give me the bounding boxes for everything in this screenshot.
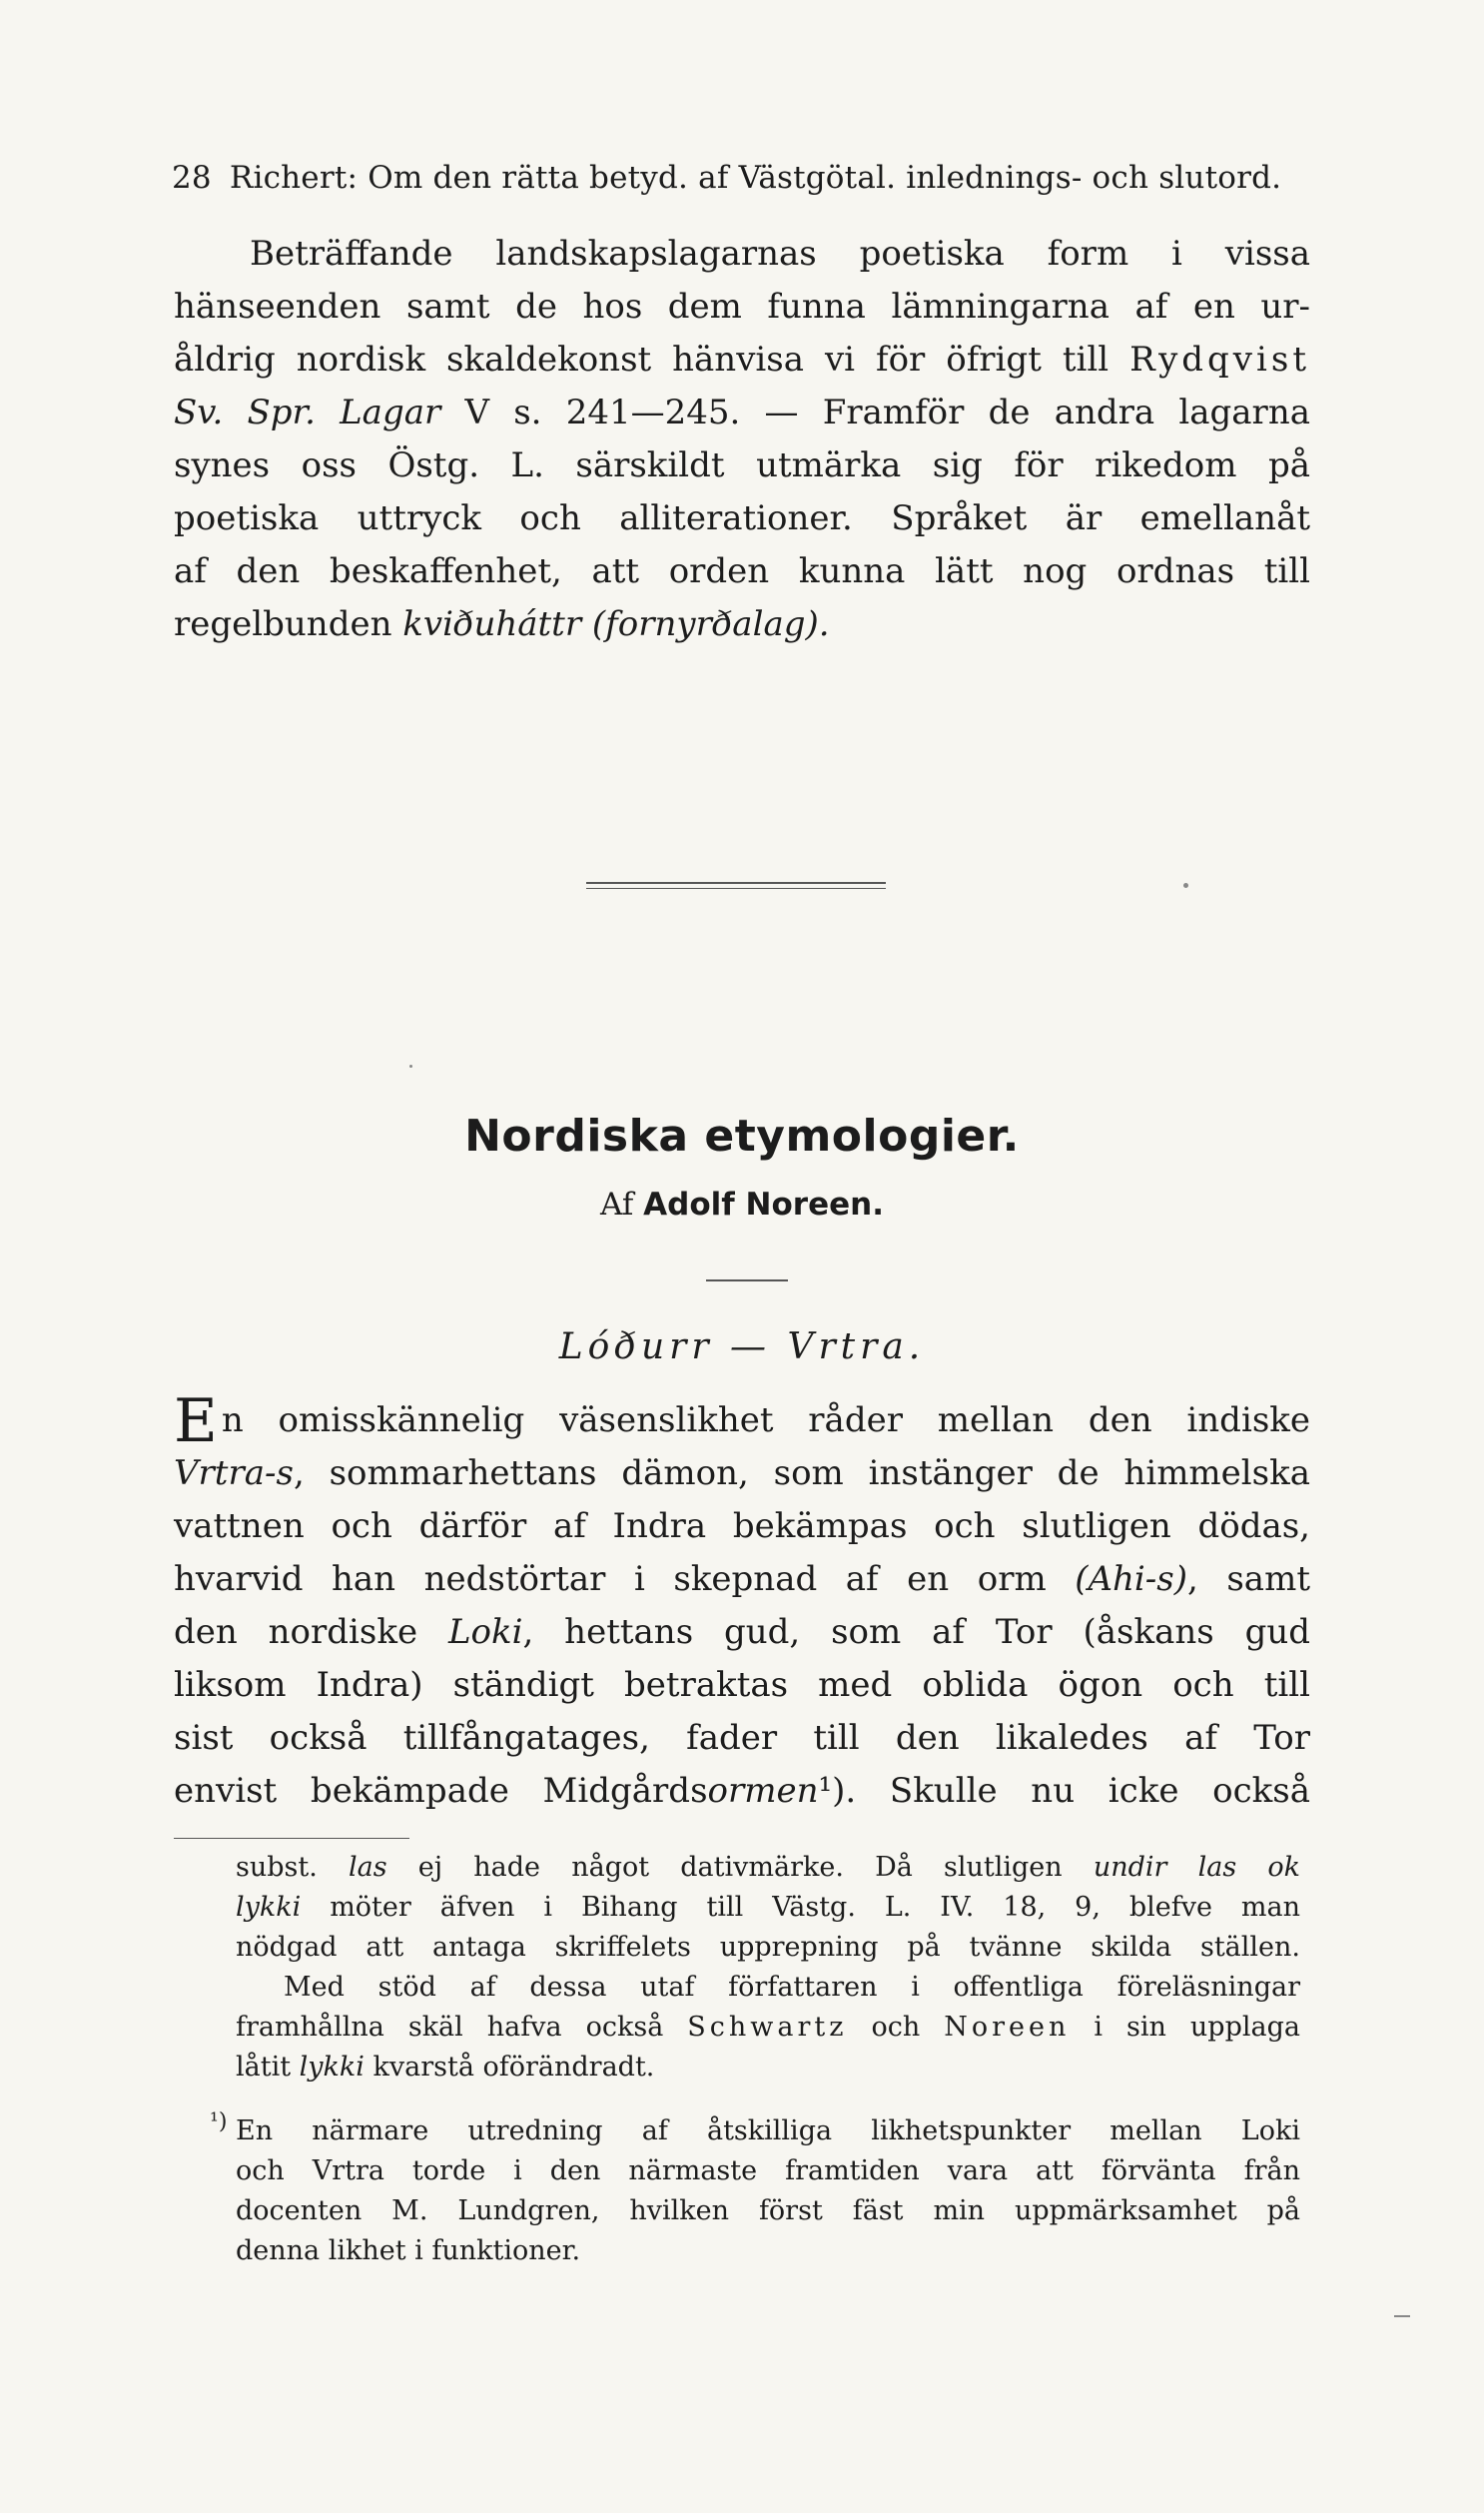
footnote-marker: ¹)	[210, 2109, 228, 2134]
spaced-name: Schwartz	[687, 2012, 848, 2043]
article-title: Nordiska etymologier.	[464, 1111, 1020, 1162]
drop-cap: E	[174, 1386, 218, 1456]
text-run: regelbunden	[174, 604, 403, 644]
italic-term: (Ahi-s)	[1075, 1559, 1188, 1599]
text-line: vattnen och därför af Indra bekämpas och slutligen dödas,	[174, 1506, 1310, 1546]
text-run: och	[847, 2012, 945, 2043]
paragraph-landskapslagar	[174, 228, 1310, 651]
text-run: , sommarhettans dämon, som instänger de himmelska	[293, 1453, 1310, 1493]
text-run: möter äfven i Bihang till Västg. L. IV. 18, 9, blefve man	[301, 1892, 1300, 1923]
footnote-continued	[236, 1848, 1300, 2088]
footnote-ref[interactable]: ¹). Skulle nu icke också	[818, 1771, 1310, 1811]
text-run: i sin upplaga	[1070, 2012, 1300, 2043]
text-line	[174, 1765, 1310, 1818]
footnote-line	[236, 1848, 1300, 1888]
text-run: hvarvid han nedstörtar i skepnad af en orm	[174, 1559, 1076, 1599]
text-line: Beträffande landskapslagarnas poetiska form i vissa	[250, 234, 1310, 274]
footnote-line: Med stöd af dessa utaf författaren i offentliga föreläsningar	[284, 1972, 1300, 2003]
text-line: af den beskaffenhet, att orden kunna lätt nog ordnas till	[174, 551, 1310, 591]
italic-term: lykki	[299, 2052, 365, 2083]
text-line	[174, 1447, 1310, 1500]
title-divider	[706, 1279, 788, 1281]
text-run: subst.	[236, 1852, 349, 1883]
footnote-line: denna likhet i funktioner.	[236, 2235, 581, 2266]
paragraph-lodurr-vrtra	[174, 1386, 1310, 1818]
italic-term: lykki	[236, 1892, 302, 1923]
italic-term: Loki	[447, 1612, 523, 1652]
section-subhead: Lóðurr — Vrtra.	[558, 1326, 926, 1367]
page-number: 28	[172, 160, 212, 196]
section-divider	[586, 882, 886, 884]
footnote-line: och Vrtra torde i den närmaste framtiden vara att förvänta från	[236, 2155, 1300, 2186]
text-run: den nordiske	[174, 1612, 448, 1652]
text-line: hänseenden samt de hos dem funna lämningarna af en ur-	[174, 287, 1310, 327]
italic-term: Vrtra-s	[174, 1453, 294, 1493]
text-line	[174, 1606, 1310, 1659]
byline	[0, 1187, 1484, 1223]
spaced-name: Noreen	[944, 2012, 1071, 2043]
text-line: poetiska uttryck och alliterationer. Språket är emellanåt	[174, 498, 1310, 538]
text-run: V s. 241—245. — Framför de andra lagarna	[440, 393, 1310, 432]
text-run: ej hade något dativmärke. Då slutligen	[386, 1852, 1094, 1883]
text-line: synes oss Östg. L. särskildt utmärka sig för rikedom på	[174, 445, 1310, 485]
text-line: liksom Indra) ständigt betraktas med oblida ögon och till	[174, 1665, 1310, 1705]
author-name: Adolf Noreen.	[643, 1187, 884, 1223]
text-run: n omisskännelig väsenslikhet råder mellan den indiske	[221, 1400, 1310, 1440]
text-line: sist också tillfångatages, fader till den likaledes af Tor	[174, 1718, 1310, 1758]
italic-term: las	[349, 1852, 387, 1883]
margin-mark	[1394, 2315, 1410, 2317]
italic-term: kviðuháttr (fornyrðalag).	[402, 604, 830, 644]
text-run: åldrig nordisk skaldekonst hänvisa vi för öfrigt till	[174, 340, 1130, 380]
italic-citation: Sv. Spr. Lagar	[174, 393, 441, 432]
text-line	[174, 387, 1310, 439]
text-run: , samt	[1187, 1559, 1310, 1599]
footnote-line: nödgad att antaga skriffelets upprepning på tvänne skilda ställen.	[236, 1932, 1300, 1963]
footnote-rule	[174, 1838, 409, 1839]
text-run: låtit	[236, 2052, 300, 2083]
text-run: framhållna skäl hafva också	[236, 2012, 688, 2043]
text-line	[174, 1553, 1310, 1606]
byline-prefix: Af	[600, 1187, 644, 1223]
footnote-line: En närmare utredning af åtskilliga likhetspunkter mellan Loki	[236, 2115, 1300, 2146]
text-line	[174, 1386, 1310, 1456]
print-speck	[1183, 883, 1188, 888]
text-run: , hettans gud, som af Tor (åskans gud	[522, 1612, 1310, 1652]
italic-term: ormen	[707, 1771, 819, 1811]
footnote-line	[236, 2008, 1300, 2048]
running-head-title: Richert: Om den rätta betyd. af Västgötal. inlednings- och slutord.	[229, 160, 1282, 196]
text-line	[174, 598, 1310, 651]
footnote-1	[236, 2111, 1300, 2271]
text-run: envist bekämpade Midgårds	[174, 1771, 708, 1811]
italic-term: undir las ok	[1093, 1852, 1300, 1883]
footnote-line	[236, 2048, 1300, 2088]
text-run: kvarstå oförändradt.	[364, 2052, 655, 2083]
print-speck	[409, 1065, 412, 1068]
section-divider-thin	[586, 888, 886, 889]
footnote-line	[236, 1888, 1300, 1928]
text-line	[174, 334, 1310, 387]
footnote-line: docenten M. Lundgren, hvilken först fäst min uppmärksamhet på	[236, 2195, 1300, 2226]
spaced-name: Rydqvist	[1129, 340, 1310, 380]
running-head	[172, 160, 1320, 196]
